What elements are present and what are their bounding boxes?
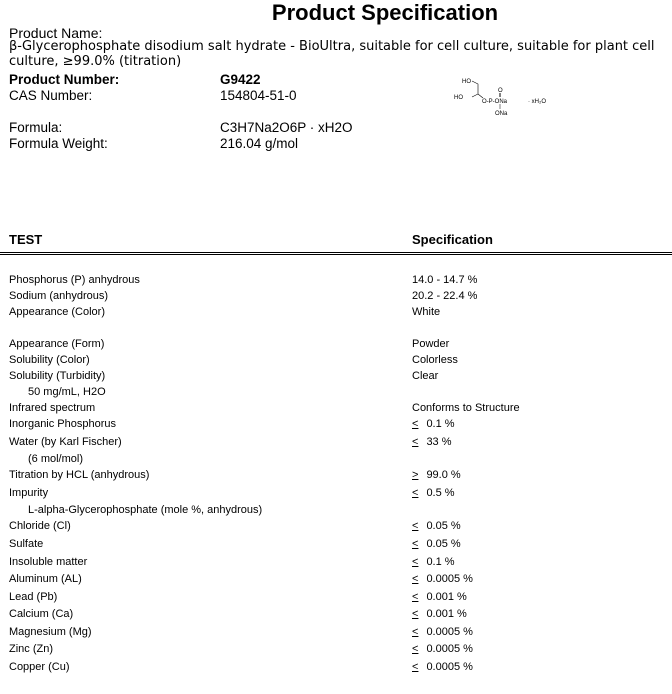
test-name: 50 mg/mL, H2O	[28, 386, 106, 398]
product-number-label: Product Number:	[9, 72, 120, 87]
spec-text: Conforms to Structure	[412, 402, 520, 414]
spec-text: 0.1 %	[426, 418, 455, 430]
spec-text: 0.001 %	[426, 591, 467, 603]
comparison-symbol: <	[412, 661, 419, 673]
structure-o-top: O	[498, 88, 503, 94]
formula-label: Formula:	[9, 120, 63, 135]
spec-text: White	[412, 306, 441, 318]
product-name-label: Product Name:	[9, 25, 103, 41]
formula-weight-label: Formula Weight:	[9, 136, 108, 151]
comparison-symbol: <	[412, 538, 419, 550]
test-name: Sodium (anhydrous)	[9, 290, 109, 302]
structure-hydrate: · xH₂O	[528, 99, 546, 105]
test-name: Magnesium (Mg)	[9, 626, 92, 638]
spec-text: 0.0005 %	[426, 643, 473, 655]
comparison-symbol: >	[412, 469, 419, 481]
test-name: Copper (Cu)	[9, 661, 70, 673]
test-name: Infrared spectrum	[9, 402, 96, 414]
structure-ho-left: HO	[454, 95, 463, 101]
comparison-symbol: <	[412, 487, 419, 499]
spec-text: 0.1 %	[426, 556, 455, 568]
comparison-symbol: <	[412, 520, 419, 532]
spec-value	[412, 487, 455, 499]
spec-value	[412, 418, 455, 430]
formula-weight: 216.04 g/mol	[220, 136, 299, 151]
comparison-symbol: <	[412, 436, 419, 448]
spec-value	[412, 290, 477, 302]
test-name: Appearance (Form)	[9, 338, 105, 350]
structure-ho-top: HO	[462, 79, 471, 85]
spec-value	[412, 608, 467, 620]
header-rule-second	[0, 254, 672, 255]
spec-header: Specification	[412, 232, 493, 247]
spec-value	[412, 469, 461, 481]
comparison-symbol: <	[412, 556, 419, 568]
test-name: Insoluble matter	[9, 556, 88, 568]
spec-text: 14.0 - 14.7 %	[412, 274, 478, 286]
structure-bonds	[472, 81, 483, 98]
spec-value	[412, 402, 520, 414]
spec-text: 0.0005 %	[426, 661, 473, 673]
test-name: Water (by Karl Fischer)	[9, 436, 122, 448]
cas-label: CAS Number:	[9, 88, 93, 103]
structure-ona-bottom: ONa	[495, 111, 508, 117]
spec-text: 0.05 %	[426, 520, 461, 532]
test-name: Phosphorus (P) anhydrous	[9, 274, 140, 286]
test-name: Sulfate	[9, 538, 44, 550]
spec-text: Powder	[412, 338, 450, 350]
spec-value	[412, 538, 461, 550]
comparison-symbol: <	[412, 591, 419, 603]
spec-text: 20.2 - 22.4 %	[412, 290, 478, 302]
structure-diagram	[452, 76, 562, 120]
spec-value	[412, 520, 461, 532]
test-name: Calcium (Ca)	[9, 608, 74, 620]
spec-value	[412, 626, 473, 638]
spec-value	[412, 436, 452, 448]
spec-value	[412, 370, 438, 382]
comparison-symbol: <	[412, 626, 419, 638]
spec-text: 0.001 %	[426, 608, 467, 620]
header-rule	[0, 252, 672, 253]
spec-text: 0.0005 %	[426, 626, 473, 638]
test-name: Solubility (Turbidity)	[9, 370, 106, 382]
spec-text: 0.05 %	[426, 538, 461, 550]
spec-text: 0.0005 %	[426, 573, 473, 585]
test-name: Inorganic Phosphorus	[9, 418, 117, 430]
spec-value	[412, 338, 449, 350]
cas-number: 154804-51-0	[220, 88, 297, 103]
formula: C3H7Na2O6P · xH2O	[220, 120, 353, 135]
spec-text: Clear	[412, 370, 439, 382]
comparison-symbol: <	[412, 418, 419, 430]
test-name: Appearance (Color)	[9, 306, 105, 318]
test-name: Impurity	[9, 487, 49, 499]
spec-value	[412, 354, 458, 366]
comparison-symbol: <	[412, 608, 419, 620]
test-name: Aluminum (AL)	[9, 573, 82, 585]
spec-value	[412, 573, 473, 585]
structure-p-group: O-P-ONa	[482, 99, 508, 105]
test-name: (6 mol/mol)	[28, 453, 84, 465]
comparison-symbol: <	[412, 643, 419, 655]
test-name: Chloride (Cl)	[9, 520, 71, 532]
spec-text: 33 %	[426, 436, 452, 448]
spec-value	[412, 591, 467, 603]
spec-value	[412, 661, 473, 673]
comparison-symbol: <	[412, 573, 419, 585]
test-name: Solubility (Color)	[9, 354, 90, 366]
spec-value	[412, 306, 440, 318]
test-header: TEST	[9, 232, 43, 247]
spec-value	[412, 556, 455, 568]
spec-value	[412, 274, 477, 286]
product-number: G9422	[220, 72, 261, 87]
spec-text: 0.5 %	[426, 487, 455, 499]
page-title: Product Specification	[271, 0, 499, 25]
spec-text: 99.0 %	[426, 469, 461, 481]
spec-text: Colorless	[412, 354, 458, 366]
spec-value	[412, 643, 473, 655]
test-name: Zinc (Zn)	[9, 643, 53, 655]
test-name: Lead (Pb)	[9, 591, 58, 603]
structure-svg	[452, 76, 562, 120]
product-name: β-Glycerophosphate disodium salt hydrate - BioUltra, suitable for cell culture, suitable for plant cell culture, ≥99.0% (titration)	[9, 39, 655, 69]
test-name: Titration by HCL (anhydrous)	[9, 469, 150, 481]
test-name: L-alpha-Glycerophosphate (mole %, anhydrous)	[28, 504, 263, 516]
